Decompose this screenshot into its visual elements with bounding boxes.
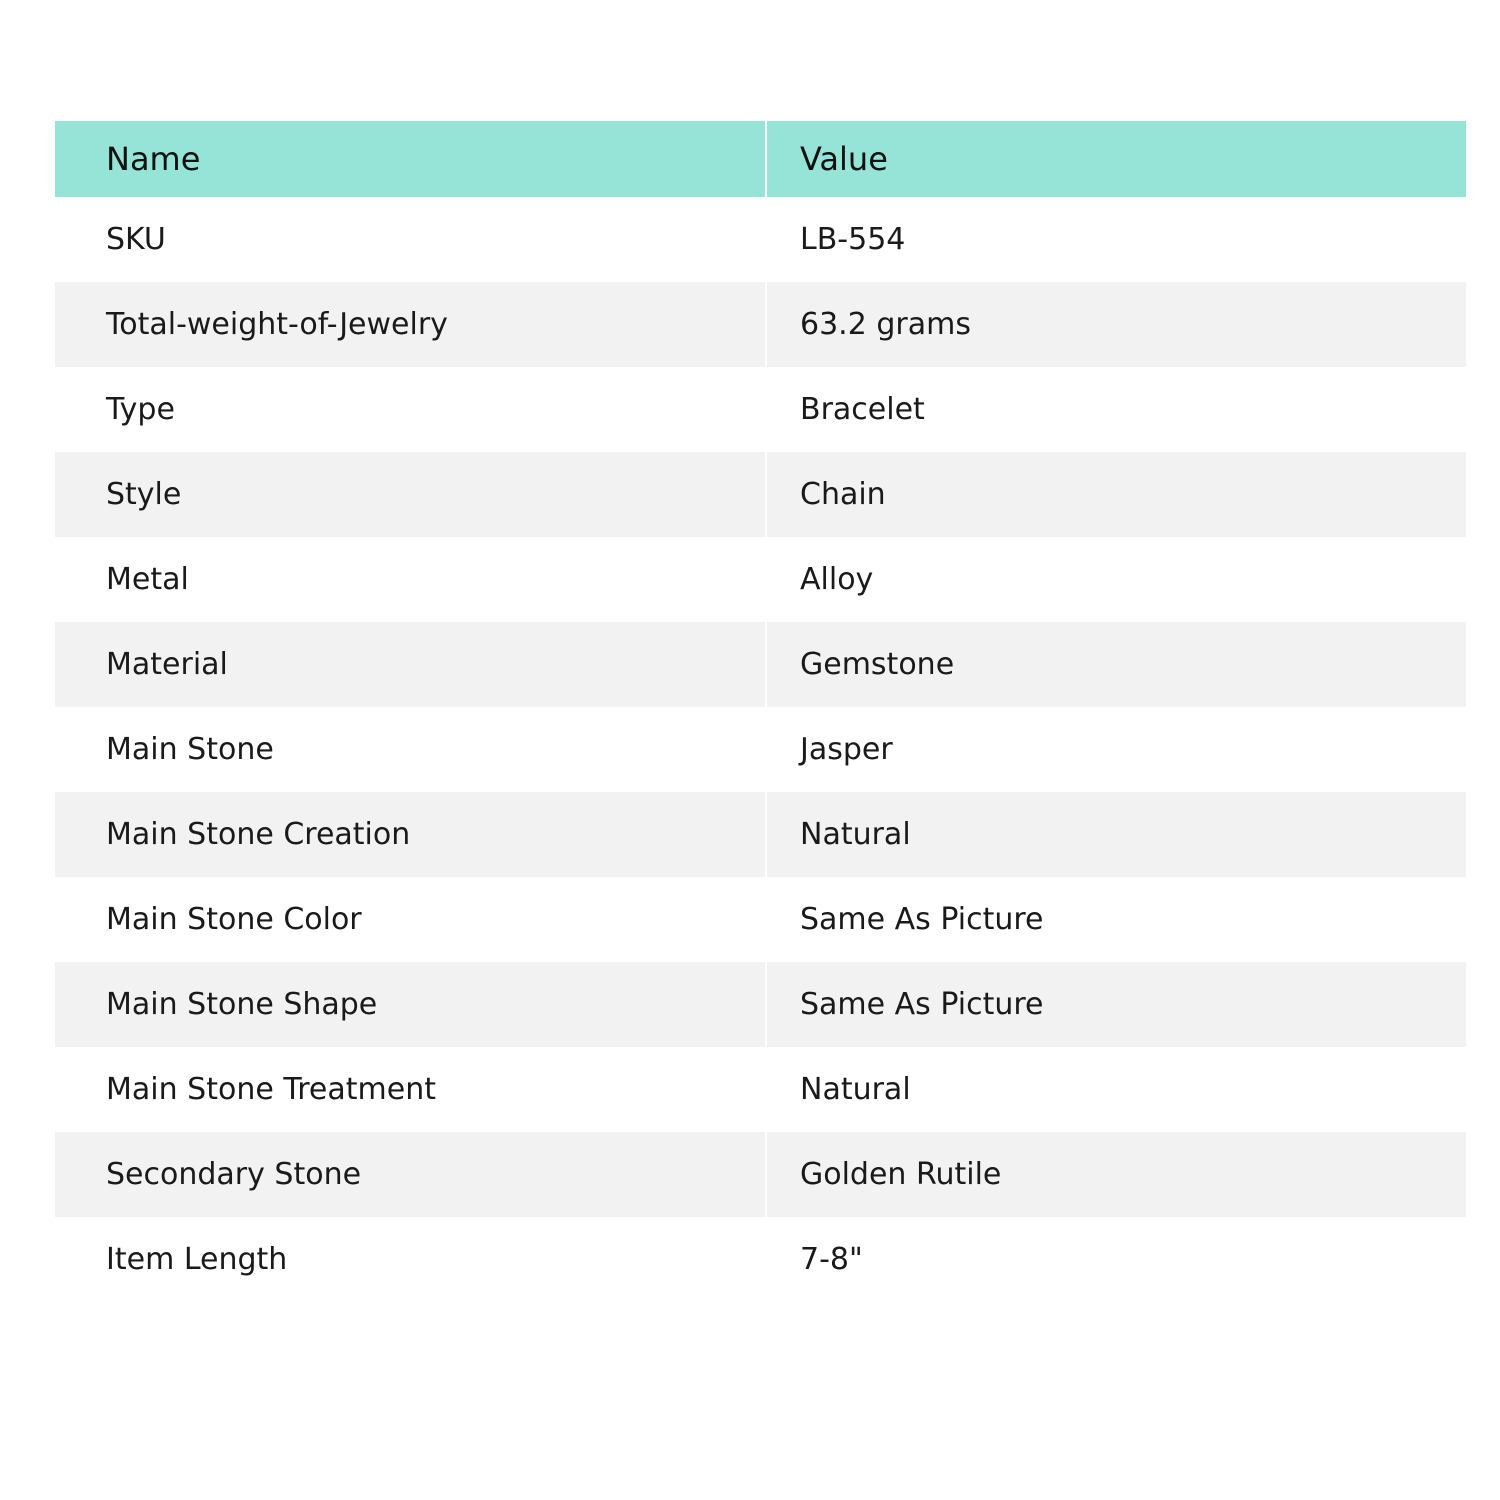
row-value: Bracelet xyxy=(766,367,1466,452)
table-header xyxy=(55,121,1466,197)
table-row xyxy=(55,707,1466,792)
table-row xyxy=(55,197,1466,282)
row-value: Natural xyxy=(766,1047,1466,1132)
row-name: Metal xyxy=(55,537,766,622)
row-name: Main Stone Treatment xyxy=(55,1047,766,1132)
header-row xyxy=(55,121,1466,197)
table-row xyxy=(55,792,1466,877)
row-value: Gemstone xyxy=(766,622,1466,707)
table-row xyxy=(55,537,1466,622)
table-row xyxy=(55,282,1466,367)
row-value: Alloy xyxy=(766,537,1466,622)
row-name: Type xyxy=(55,367,766,452)
header-value: Value xyxy=(766,121,1466,197)
table-row xyxy=(55,622,1466,707)
spec-table xyxy=(55,121,1466,1302)
row-name: Total-weight-of-Jewelry xyxy=(55,282,766,367)
header-name: Name xyxy=(55,121,766,197)
table-row xyxy=(55,452,1466,537)
row-value: LB-554 xyxy=(766,197,1466,282)
row-name: Secondary Stone xyxy=(55,1132,766,1217)
table-row xyxy=(55,1217,1466,1302)
table-row xyxy=(55,877,1466,962)
row-value: Same As Picture xyxy=(766,877,1466,962)
row-name: Main Stone xyxy=(55,707,766,792)
row-value: Same As Picture xyxy=(766,962,1466,1047)
row-value: 63.2 grams xyxy=(766,282,1466,367)
row-name: SKU xyxy=(55,197,766,282)
row-value: Golden Rutile xyxy=(766,1132,1466,1217)
row-name: Material xyxy=(55,622,766,707)
row-value: Chain xyxy=(766,452,1466,537)
table-row xyxy=(55,367,1466,452)
table-row xyxy=(55,962,1466,1047)
row-value: 7-8" xyxy=(766,1217,1466,1302)
table-row xyxy=(55,1047,1466,1132)
row-name: Item Length xyxy=(55,1217,766,1302)
row-name: Main Stone Color xyxy=(55,877,766,962)
row-name: Main Stone Creation xyxy=(55,792,766,877)
row-name: Style xyxy=(55,452,766,537)
table-body xyxy=(55,197,1466,1302)
row-name: Main Stone Shape xyxy=(55,962,766,1047)
table-row xyxy=(55,1132,1466,1217)
row-value: Jasper xyxy=(766,707,1466,792)
row-value: Natural xyxy=(766,792,1466,877)
